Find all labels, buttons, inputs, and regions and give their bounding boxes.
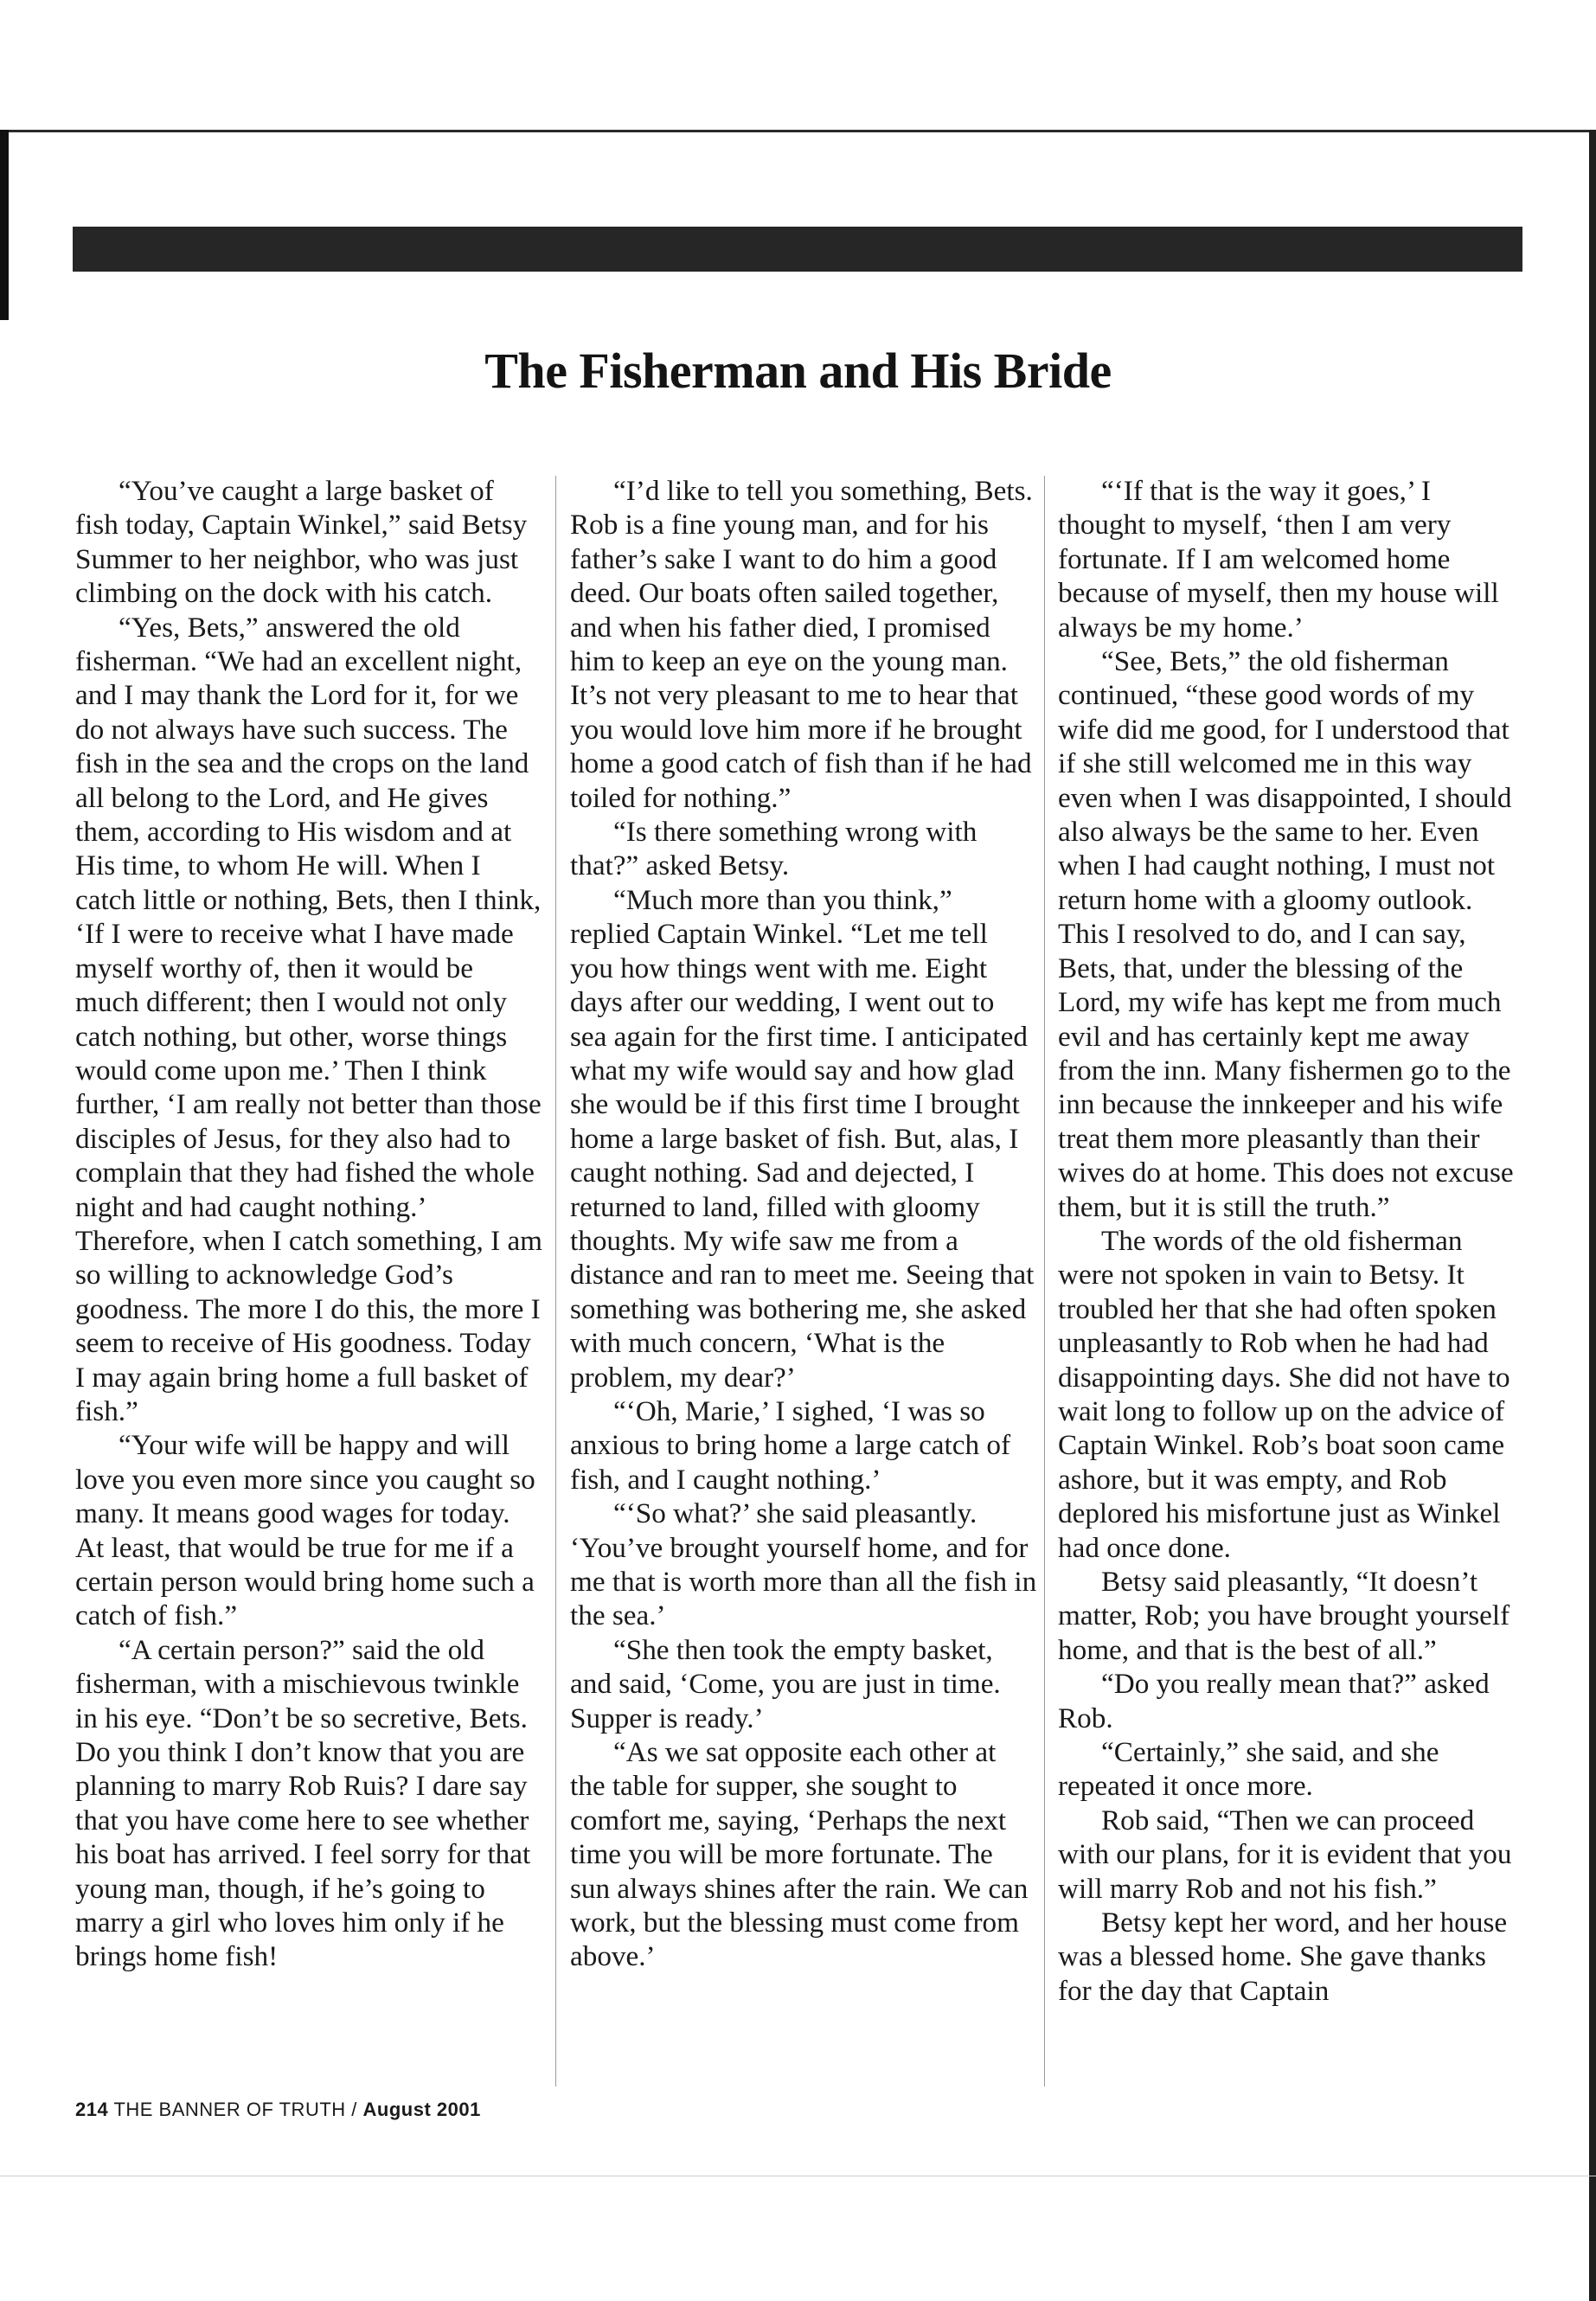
issue-date: August 2001 — [362, 2099, 481, 2120]
paragraph: Betsy kept her word, and her house was a blessed home. She gave thanks for the day that Captain — [1058, 1907, 1508, 2007]
paragraph: Rob said, “Then we can proceed with our plans, for it is evident that you will marry Rob and not his fish.” — [1058, 1804, 1512, 1905]
column-2 — [570, 474, 1037, 1974]
paragraph: “A certain person?” said the old fisherman, with a mischievous twinkle in his eye. “Don’t be so secretive, Bets. Do you think I don’t know that you are planning to marry Rob Ruis? I dare say that you have come here to see whether his boat has arrived. I feel sorry for that young man, though, if he’s going to marry a girl who loves him only if he brings home fish! — [75, 1633, 531, 1973]
paragraph: “Yes, Bets,” answered the old fisherman. “We had an excellent night, and I may thank the Lord for it, for we do not always have such success. The fish in the sea and the crops on the land all belong to the Lord, and He gives them, according to His wisdom and at His time, to whom He will. When I catch little or nothing, Bets, then I think, ‘If I were to receive what I have made myself worthy of, then it would be much different; then I would not only catch nothing, but other, worse things would come upon me.’ Then I think further, ‘I am really not better than those disciples of Jesus, for they also had to complain that they had fished the whole night and had caught nothing.’ Therefore, when I catch something, I am so willing to acknowledge God’s goodness. The more I do this, the more I seem to receive of His goodness. Today I may again bring home a full basket of fish.” — [75, 611, 542, 1427]
publication-name: THE BANNER OF TRUTH — [113, 2099, 346, 2120]
paragraph: “See, Bets,” the old fisherman continued, “these good words of my wife did me good, for I understood that if she still welcomed me in this way even when I was disappointed, I should also always be the same to her. Even when I had caught nothing, I must not return home with a gloomy outlook. This I resolved to do, and I can say, Bets, that, under the blessing of the Lord, my wife has kept me from much evil and has certainly kept me away from the inn. Many fishermen go to the inn because the innkeeper and his wife treat them more pleasantly than their wives do at home. This does not excuse them, but it is still the truth.” — [1058, 645, 1514, 1223]
paragraph: The words of the old fisherman were not spoken in vain to Betsy. It troubled her that she had often spoken unpleasantly to Rob when he had had disappointing days. She did not have to wait long to follow up on the advice of Captain Winkel. Rob’s boat soon came ashore, but it was empty, and Rob deplored his misfortune just as Winkel had once done. — [1058, 1224, 1510, 1564]
column-divider — [555, 476, 556, 2086]
paragraph: “‘If that is the way it goes,’ I thought to myself, ‘then I am very fortunate. If I am welcomed home because of myself, then my house will always be my home.’ — [1058, 475, 1499, 644]
paragraph: “Do you really mean that?” asked Rob. — [1058, 1668, 1490, 1734]
paragraph: “I’d like to tell you something, Bets. Rob is a fine young man, and for his father’s sake I want to do him a good deed. Our boats often sailed together, and when his father died, I promised him to keep an eye on the young man. It’s not very pleasant to me to hear that you would love him more if he brought home a good catch of fish than if he had toiled for nothing.” — [570, 475, 1033, 814]
column-divider — [1044, 476, 1045, 2086]
page-right-edge — [1589, 130, 1596, 2301]
paragraph: “‘So what?’ she said pleasantly. ‘You’ve brought yourself home, and for me that is worth more than all the fish in the sea.’ — [570, 1497, 1037, 1632]
footer-separator: / — [351, 2099, 357, 2120]
column-1 — [75, 474, 542, 1974]
page-left-edge — [0, 130, 9, 320]
paragraph: “Certainly,” she said, and she repeated it once more. — [1058, 1736, 1439, 1803]
paragraph: “Much more than you think,” replied Captain Winkel. “Let me tell you how things went with me. Eight days after our wedding, I went out to sea again for the first time. I anticipated what my wife would say and how glad she would be if this first time I brought home a large basket of fish. But, alas, I caught nothing. Sad and dejected, I returned to land, filled with gloomy thoughts. My wife saw me from a distance and ran to meet me. Seeing that something was bothering me, she asked with much concern, ‘What is the problem, my dear?’ — [570, 883, 1035, 1394]
paragraph: “‘Oh, Marie,’ I sighed, ‘I was so anxious to bring home a large catch of fish, and I caught nothing.’ — [570, 1394, 1011, 1496]
paragraph: “You’ve caught a large basket of fish today, Captain Winkel,” said Betsy Summer to her neighbor, who was just climbing on the dock with his catch. — [75, 475, 528, 610]
header-band — [73, 227, 1522, 272]
page-number: 214 — [75, 2099, 109, 2120]
column-3 — [1058, 474, 1525, 2008]
paragraph: “She then took the empty basket, and said, ‘Come, you are just in time. Supper is ready.’ — [570, 1633, 1001, 1734]
paragraph: “Your wife will be happy and will love you even more since you caught so many. It means good wages for today. At least, that would be true for me if a certain person would bring home such a catch of fish.” — [75, 1429, 535, 1632]
article-title: The Fisherman and His Bride — [484, 343, 1112, 399]
page-footer — [75, 2099, 481, 2121]
paragraph: “As we sat opposite each other at the table for supper, she sought to comfort me, saying, ‘Perhaps the next time you will be more fortunate. The sun always shines after the rain. We can work, but the blessing must come from above.’ — [570, 1736, 1029, 1973]
page-top-edge — [0, 130, 1596, 132]
paragraph: “Is there something wrong with that?” asked Betsy. — [570, 816, 977, 882]
paragraph: Betsy said pleasantly, “It doesn’t matter, Rob; you have brought yourself home, and that is the best of all.” — [1058, 1566, 1510, 1666]
